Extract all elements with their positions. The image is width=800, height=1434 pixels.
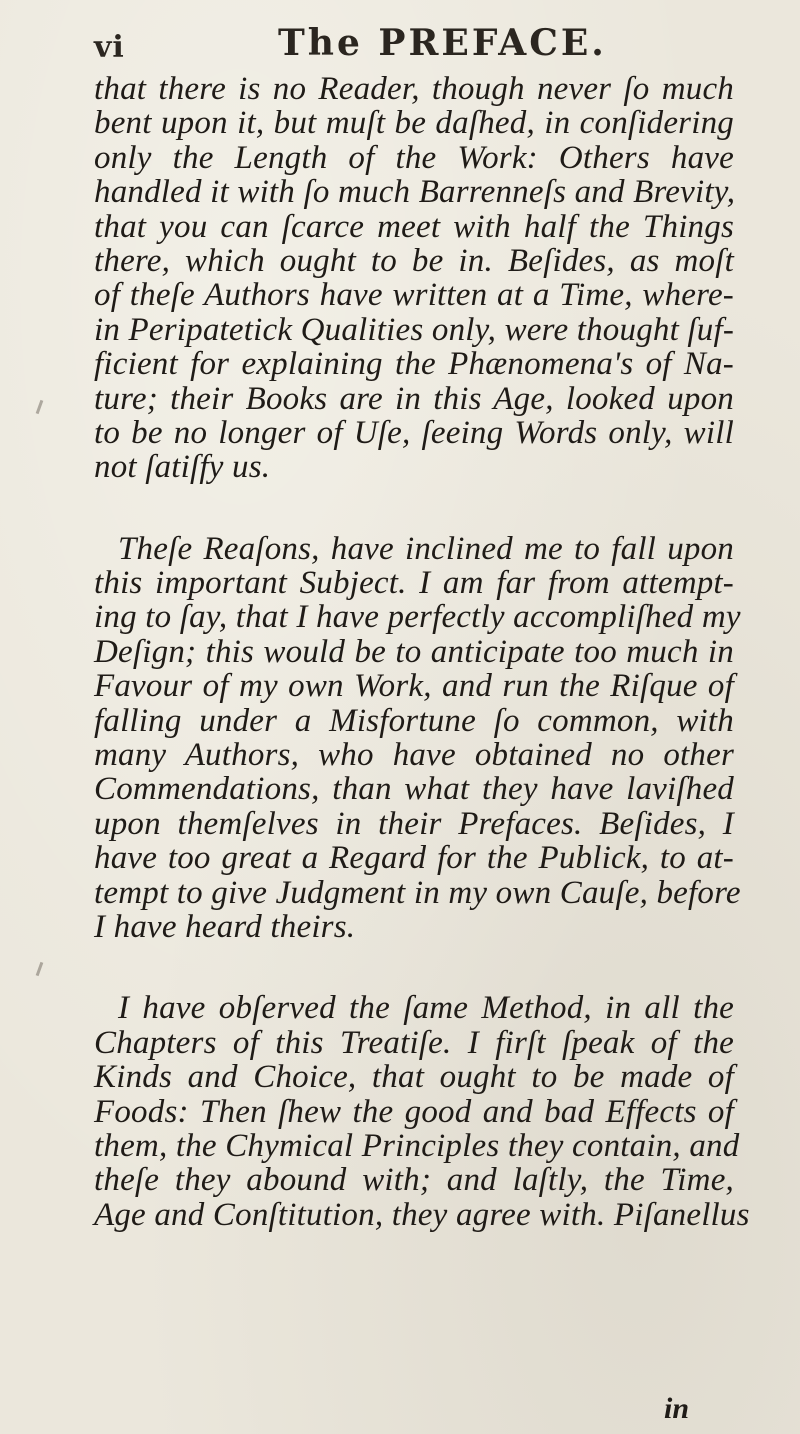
running-head: The PREFACE.	[278, 22, 607, 64]
text-line: have too great a Regard for the Publick, to at-	[94, 840, 734, 877]
text-line: ture; their Books are in this Age, looked upon	[94, 380, 734, 417]
text-line: falling under a Misfortune ſo common, with	[94, 702, 734, 739]
paragraph-2	[94, 530, 741, 945]
text-line: upon themſelves in their Prefaces. Beſides, I	[94, 805, 734, 842]
text-line: this important Subject. I am far from attempt-	[94, 565, 734, 602]
text-line: to be no longer of Uſe, ſeeing Words only, will	[94, 414, 734, 451]
text-line: handled it with ſo much Barrenneſs and Brevity,	[94, 174, 736, 211]
text-line: them, the Chymical Principles they contain, and	[94, 1127, 740, 1164]
text-line: theſe they abound with; and laſtly, the Time,	[94, 1162, 734, 1199]
text-line: not ſatiſfy us.	[94, 449, 271, 486]
paragraph-3	[94, 990, 750, 1233]
page-number: vi	[94, 30, 125, 65]
text-line: tempt to give Judgment in my own Cauſe, before	[94, 874, 741, 911]
text-line: Age and Conſtitution, they agree with. Piſanellus	[94, 1196, 750, 1233]
text-line: ing to ſay, that I have perfectly accompliſhed my	[94, 599, 741, 636]
text-line: I have obſerved the ſame Method, in all the	[118, 990, 734, 1027]
text-line: bent upon it, but muſt be daſhed, in conſidering	[94, 105, 734, 142]
text-line: in Peripatetick Qualities only, were thought ſuf-	[94, 311, 735, 348]
paragraph-gap	[94, 944, 734, 991]
text-line: Kinds and Choice, that ought to be made of	[94, 1059, 734, 1096]
text-line: I have heard theirs.	[94, 908, 356, 945]
margin-mark	[36, 400, 44, 414]
text-line: Deſign; this would be to anticipate too much in	[94, 633, 734, 670]
text-line: only the Length of the Work: Others have	[94, 139, 734, 176]
body-text	[94, 71, 750, 1233]
text-line: many Authors, who have obtained no other	[94, 737, 734, 774]
text-line: there, which ought to be in. Beſides, as moſt	[94, 242, 734, 279]
catchword: in	[664, 1392, 690, 1425]
text-line: Foods: Then ſhew the good and bad Effects of	[94, 1093, 734, 1130]
text-line: Theſe Reaſons, have inclined me to fall upon	[118, 530, 734, 567]
paragraph-1	[94, 72, 734, 485]
text-line: Commendations, than what they have laviſhed	[94, 771, 734, 808]
margin-mark	[36, 962, 44, 976]
page-header	[94, 22, 734, 68]
text-line: Chapters of this Treatiſe. I firſt ſpeak of the	[94, 1024, 734, 1061]
text-line: ficient for explaining the Phænomena's of Na-	[94, 346, 734, 383]
text-line: Favour of my own Work, and run the Riſque of	[94, 668, 734, 705]
paragraph-gap	[94, 485, 734, 532]
text-line: that you can ſcarce meet with half the Things	[94, 208, 734, 245]
text-line: of theſe Authors have written at a Time, where-	[94, 277, 734, 314]
text-line: that there is no Reader, though never ſo much	[94, 71, 734, 107]
